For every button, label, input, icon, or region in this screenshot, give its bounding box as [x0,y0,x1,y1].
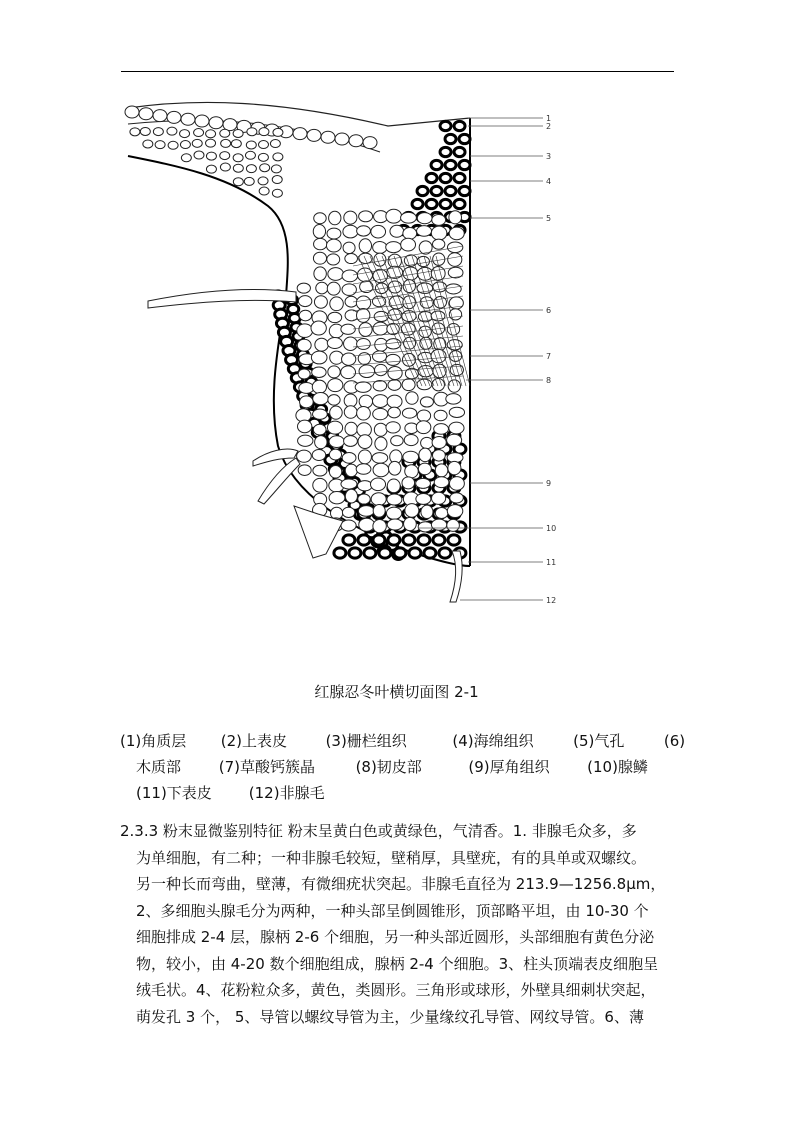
legend-row [120,754,680,780]
paragraph-line: 萌发孔 3 个， 5、导管以螺纹导管为主，少量缘纹孔导管、网纹导管。6、薄 [136,1007,644,1026]
legend-item: (9)厚角组织 [468,758,550,776]
figure-label-12: 12 [546,596,557,605]
figure-label-4: 4 [546,177,552,186]
leaf-cross-section-figure [118,96,562,616]
figure-label-8: 8 [546,376,552,385]
powder-identification-paragraph [120,818,676,1030]
paragraph-line: 另一种长而弯曲，壁薄，有微细疣状突起。非腺毛直径为 213.9—1256.8μm， [136,875,666,893]
paragraph-line: 绒毛状。4、花粉粒众多，黄色，类圆形。三角形或球形，外壁具细刺状突起， [136,981,656,999]
figure-label-5: 5 [546,214,552,223]
paragraph-line: 为单细胞，有二种；一种非腺毛较短，壁稍厚，具壁疣，有的具单或双螺纹。 [136,848,647,867]
figure-label-9: 9 [546,479,552,488]
legend-item: (12)非腺毛 [248,784,325,802]
legend-item: (10)腺鳞 [587,758,648,776]
paragraph-line: 物，较小，由 4-20 数个细胞组成，腺柄 2-4 个细胞。3、柱头顶端表皮细胞呈 [136,954,659,973]
legend-item: 木质部 [136,758,182,776]
figure-label-3: 3 [546,152,552,161]
paragraph-line: 细胞排成 2-4 层，腺柄 2-6 个细胞，另一种头部近圆形，头部细胞有黄色分泌 [136,928,655,946]
legend-row [120,780,680,806]
figure-label-11: 11 [546,558,557,567]
figure-label-1: 1 [546,114,552,123]
legend-item: (4)海绵组织 [452,732,534,750]
legend-item: (2)上表皮 [220,732,288,750]
legend-row [120,728,686,754]
paragraph-line: 2、多细胞头腺毛分为两种，一种头部呈倒圆锥形，顶部略平坦，由 10-30 个 [136,901,649,920]
header-rule [121,71,674,72]
figure-legend [120,728,686,806]
legend-item: (1)角质层 [120,732,187,750]
figure-label-6: 6 [546,306,552,315]
figure-label-2: 2 [546,122,552,131]
legend-item: (6) [663,732,686,750]
figure-label-7: 7 [546,352,552,361]
legend-item: (8)韧皮部 [355,758,422,776]
legend-item: (11)下表皮 [136,784,212,802]
paragraph-line: 2.3.3 粉末显微鉴别特征 粉末呈黄白色或黄绿色，气清香。1. 非腺毛众多，多 [120,822,637,840]
figure-caption: 红腺忍冬叶横切面图 2-1 [314,683,479,701]
figure-label-10: 10 [546,524,557,533]
leaf-cross-section-drawing [118,96,562,616]
legend-item: (3)栅栏组织 [325,732,407,750]
legend-item: (7)草酸钙簇晶 [218,758,316,776]
legend-item: (5)气孔 [573,732,625,750]
